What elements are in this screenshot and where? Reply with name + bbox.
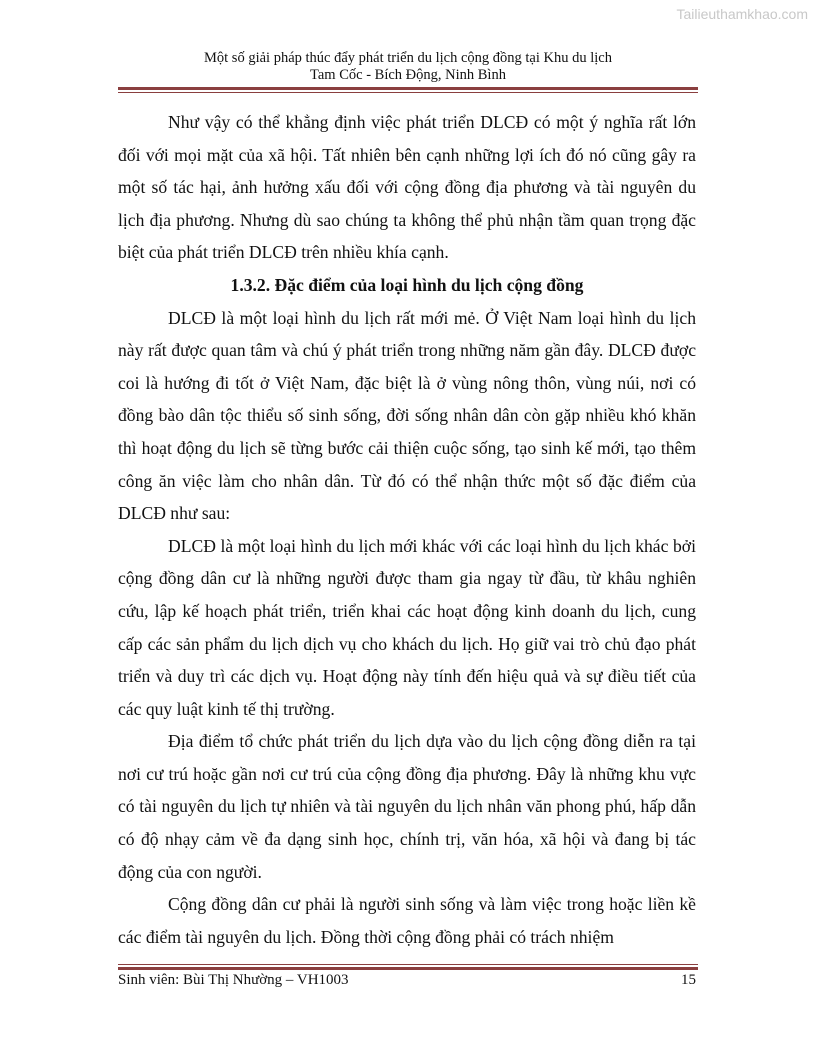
running-header <box>118 50 698 84</box>
watermark: Tailieuthamkhao.com <box>676 6 808 22</box>
running-footer <box>118 972 696 989</box>
header-rule <box>118 87 698 93</box>
paragraph-4: Địa điểm tổ chức phát triển du lịch dựa vào du lịch cộng đồng diễn ra tại nơi cư trú hoặc gần nơi cư trú của cộng đồng địa phương. Đây là những khu vực có tài nguyên du lịch tự nhiên và tài nguyên du lịch nhân văn phong phú, hấp dẫn có độ nhạy cảm về đa dạng sinh học, chính trị, văn hóa, xã hội và đang bị tác động của con người. <box>118 731 696 882</box>
footer-rule <box>118 964 698 970</box>
paragraph-2: DLCĐ là một loại hình du lịch rất mới mẻ. Ở Việt Nam loại hình du lịch này rất được quan tâm và chú ý phát triển trong những năm gần đây. DLCĐ được coi là hướng đi tốt ở Việt Nam, đặc biệt là ở vùng nông thôn, vùng núi, nơi có đồng bào dân tộc thiểu số sinh sống, đời sống nhân dân còn gặp nhiều khó khăn thì hoạt động du lịch sẽ từng bước cải thiện cuộc sống, tạo sinh kế mới, tạo thêm công ăn việc làm cho nhân dân. Từ đó có thể nhận thức một số đặc điểm của DLCĐ như sau: <box>118 307 696 524</box>
paragraph-1: Như vậy có thể khẳng định việc phát triển DLCĐ có một ý nghĩa rất lớn đối với mọi mặt của xã hội. Tất nhiên bên cạnh những lợi ích đó nó cũng gây ra một số tác hại, ảnh hưởng xấu đối với cộng đồng địa phương và tài nguyên du lịch địa phương. Nhưng dù sao chúng ta không thể phủ nhận tầm quan trọng đặc biệt của phát triển DLCĐ trên nhiều khía cạnh. <box>118 112 696 263</box>
paragraph-3: DLCĐ là một loại hình du lịch mới khác với các loại hình du lịch khác bởi cộng đồng dân cư là những người được tham gia ngay từ đầu, từ khâu nghiên cứu, lập kế hoạch phát triển, triển khai các hoạt động kinh doanh du lịch, cung cấp các sản phẩm du lịch dịch vụ cho khách du lịch. Họ giữ vai trò chủ đạo phát triển và duy trì các dịch vụ. Hoạt động này tính đến hiệu quả và sự điều tiết của các quy luật kinh tế thị trường. <box>118 535 696 719</box>
header-line-2: Tam Cốc - Bích Động, Ninh Bình <box>310 67 506 83</box>
paragraph-5: Cộng đồng dân cư phải là người sinh sống và làm việc trong hoặc liền kề các điểm tài nguyên du lịch. Đồng thời cộng đồng phải có trách nhiệm <box>118 894 696 947</box>
page-number: 15 <box>681 972 696 988</box>
header-line-1: Một số giải pháp thúc đẩy phát triển du lịch cộng đồng tại Khu du lịch <box>204 50 612 66</box>
section-heading: 1.3.2. Đặc điểm của loại hình du lịch cộng đồng <box>230 274 584 295</box>
page-body <box>118 106 696 953</box>
footer-student: Sinh viên: Bùi Thị Nhường – VH1003 <box>118 972 349 988</box>
